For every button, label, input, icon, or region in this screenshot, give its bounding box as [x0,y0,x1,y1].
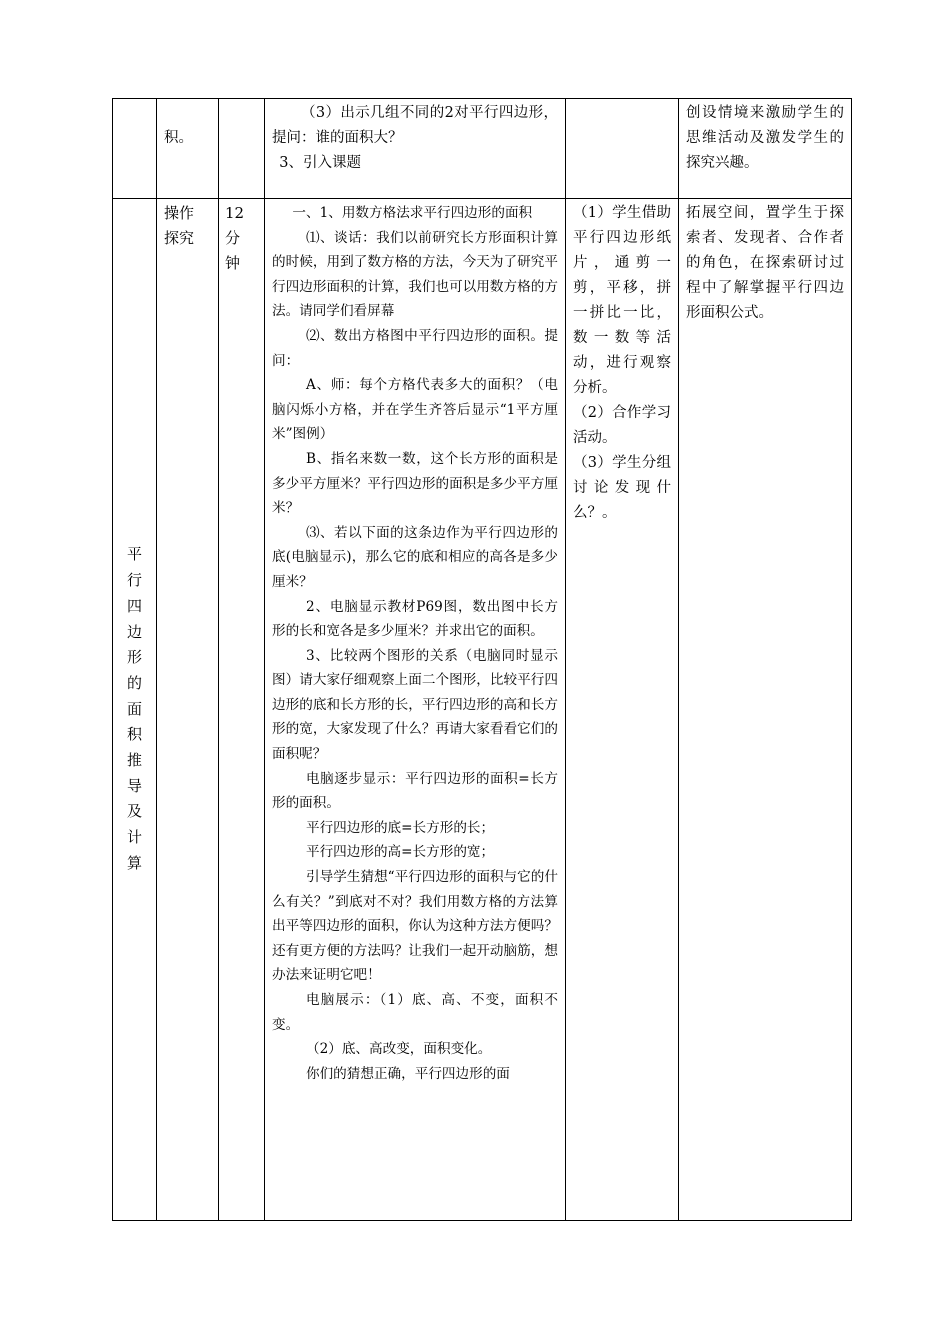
student-cell-continued [566,99,679,199]
content-paragraph: 3、比较两个图形的关系（电脑同时显示图）请大家仔细观察上面二个图形，比较平行四边形的底和长方形的长，平行四边形的高和长方形的宽，大家发现了什么？再请大家看看它们的面积呢？ [272,647,558,763]
content-paragraph: （3）出示几组不同的2对平行四边形，提问：谁的面积大？ [272,105,558,146]
table-row [113,99,852,199]
activity-cell-continued [157,99,219,199]
content-cell-continued [265,99,566,199]
content-paragraph: 2、电脑显示教材P69图，数出图中长方形的长和宽各是多少厘米？并求出它的面积。 [272,598,558,640]
topic-cell-continued [113,99,157,199]
time-cell-continued [219,99,265,199]
intent-cell [679,199,852,1221]
intent-text: 拓展空间，置学生于探索者、发现者、合作者的角色，在探索研讨过程中了解掌握平行四边形面积公式。 [686,205,844,321]
activity-text: 操作探究 [164,204,195,247]
content-paragraph: 3、引入课题 [279,155,361,171]
activity-text: 积。 [164,130,193,146]
content-paragraph: B、指名来数一数，这个长方形的面积是多少平方厘米？平行四边形的面积是多少平方厘米？ [272,450,558,517]
content-paragraph: 电脑展示：（1）底、高、不变，面积不变。 [272,992,558,1033]
time-text: 12分钟 [225,204,245,272]
time-cell [219,199,265,1221]
student-paragraph: （1）学生借助平行四边形纸片，通剪一剪，平移，拼一拼比一比，数一数等活动，进行观察分析。 [573,205,671,396]
lesson-plan-table [112,98,852,1221]
content-paragraph: 一、1、用数方格法求平行四边形的面积 [292,205,533,221]
student-cell [566,199,679,1221]
activity-cell [157,199,219,1221]
content-paragraph: A、师：每个方格代表多大的面积？（电脑闪烁小方格，并在学生齐答后显示“1平方厘米”图例） [272,377,558,443]
content-paragraph: 你们的猜想正确，平行四边形的面 [306,1065,510,1082]
intent-text: 创设情境来激励学生的思维活动及激发学生的探究兴趣。 [686,105,844,171]
content-paragraph: （2）底、高改变，面积变化。 [306,1041,492,1058]
content-paragraph: ⑶、若以下面的这条边作为平行四边形的底(电脑显示)，那么它的底和相应的高各是多少厘米？ [272,524,558,590]
content-paragraph: 引导学生猜想“平行四边形的面积与它的什么有关？”到底对不对？我们用数方格的方法算出平等四边形的面积，你认为这种方法方便吗？还有更方便的方法吗？让我们一起开动脑筋，想办法来证明它吧！ [272,869,558,984]
content-paragraph: ⑴、谈话：我们以前研究长方形面积计算的时候，用到了数方格的方法，今天为了研究平行四边形面积的计算，我们也可以用数方格的方法。请同学们看屏幕 [272,229,558,320]
intent-cell-continued [679,99,852,199]
content-paragraph: ⑵、数出方格图中平行四边形的面积。提问： [272,327,558,369]
content-paragraph: 平行四边形的底=长方形的长； [306,819,495,836]
student-paragraph: （3）学生分组讨论发现什么？。 [573,455,671,521]
student-paragraph: （2）合作学习活动。 [573,405,671,446]
content-paragraph: 电脑逐步显示：平行四边形的面积=长方形的面积。 [272,770,558,812]
content-paragraph: 平行四边形的高=长方形的宽； [306,844,495,861]
topic-text: 平行四边形的面积推导及计算 [126,545,142,872]
content-cell [265,199,566,1221]
topic-cell [113,199,157,1221]
table-row [113,199,852,1221]
